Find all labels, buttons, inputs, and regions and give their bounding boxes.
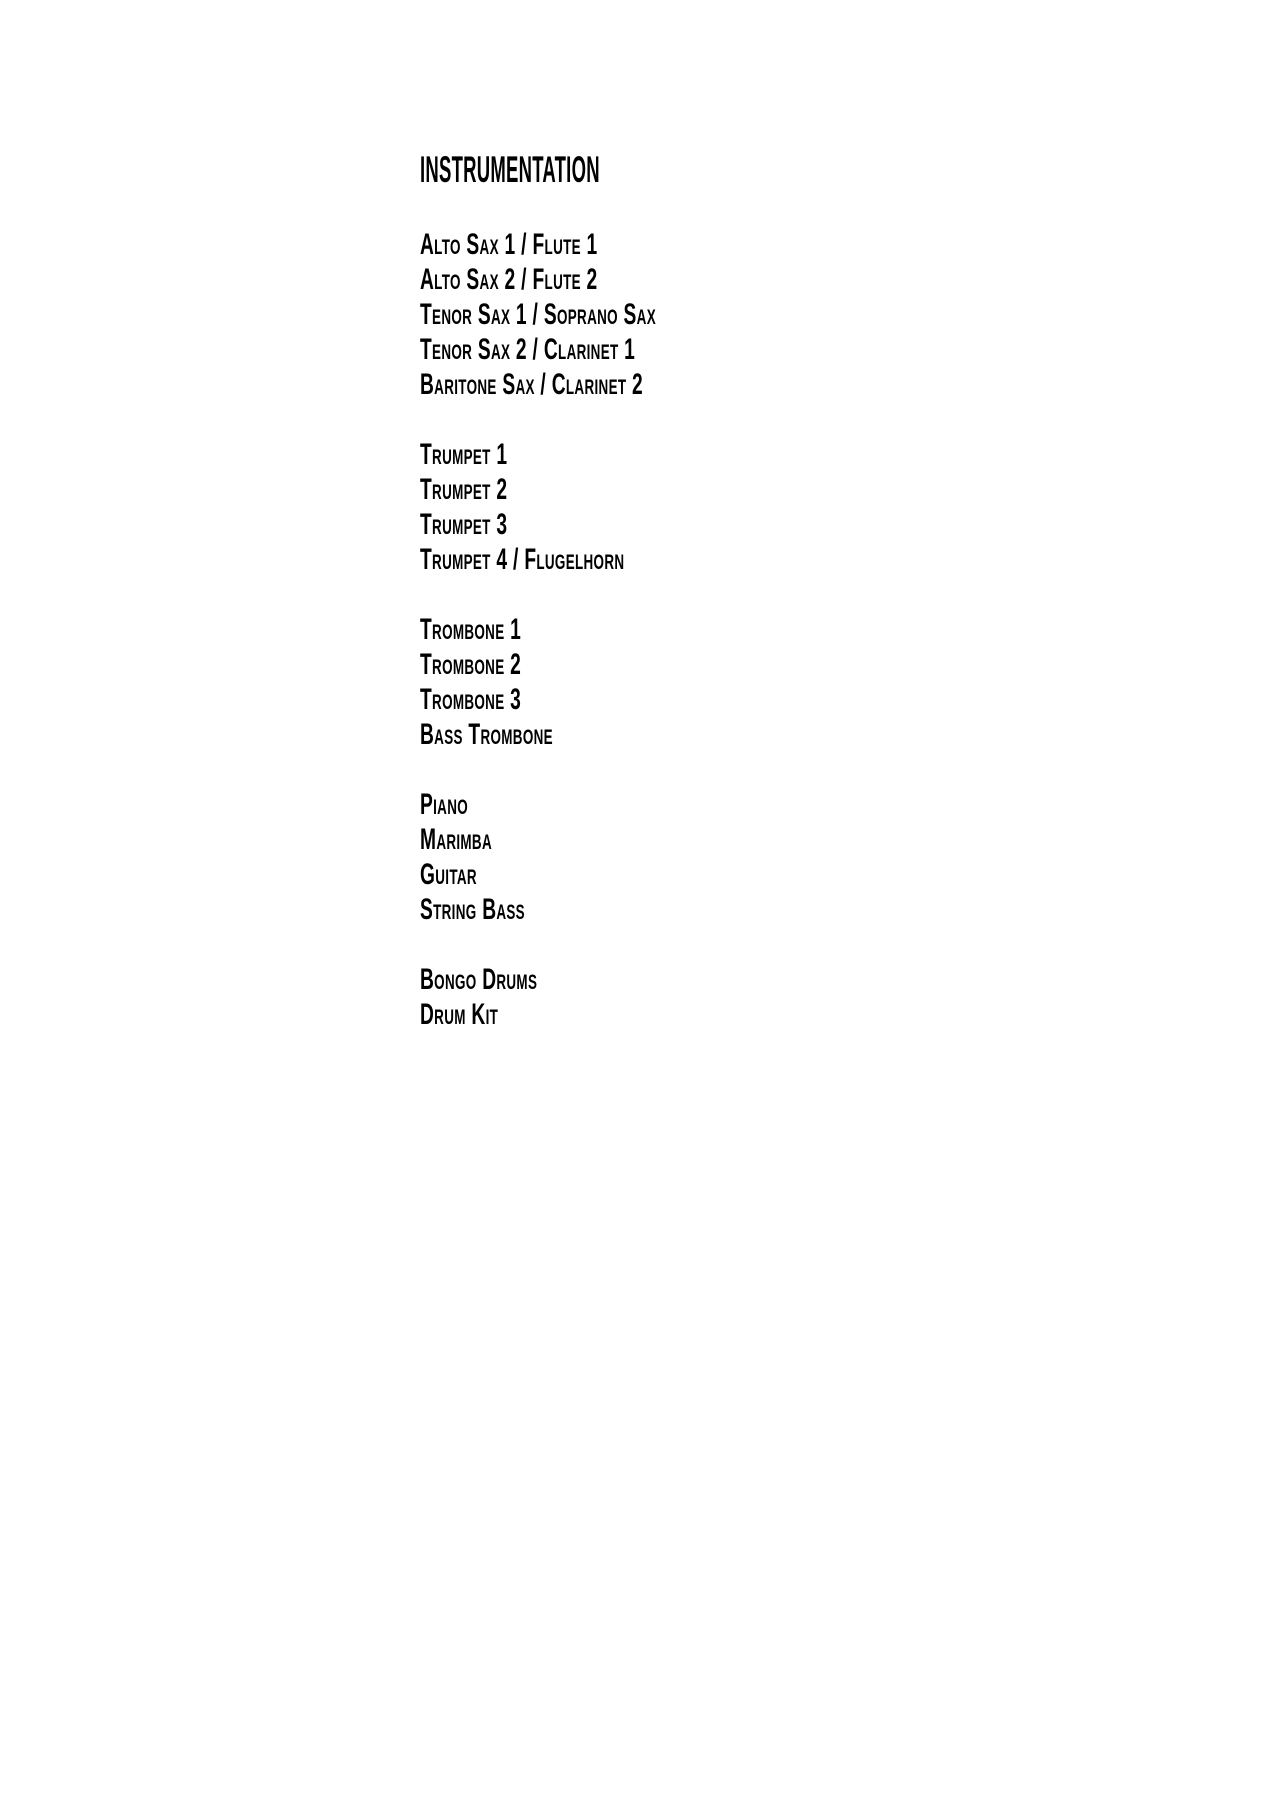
instrument-item: Guitar (420, 858, 477, 891)
instrument-item: Tenor Sax 2 / Clarinet 1 (420, 333, 636, 366)
instrument-item: Alto Sax 1 / Flute 1 (420, 228, 598, 261)
instrument-group (420, 227, 789, 402)
instrument-group (420, 787, 789, 927)
instrument-item: Trumpet 1 (420, 438, 508, 471)
instrument-item: Tenor Sax 1 / Soprano Sax (420, 298, 656, 331)
instrument-item: Bass Trombone (420, 718, 553, 751)
instrument-item: Trombone 2 (420, 648, 522, 681)
instrument-item: Piano (420, 788, 469, 821)
instrument-group (420, 437, 789, 577)
instrument-item: Marimba (420, 823, 492, 856)
instrument-item: Trumpet 3 (420, 508, 508, 541)
page-title: INSTRUMENTATION (420, 149, 600, 190)
instrument-group (420, 612, 789, 752)
instrument-item: Trumpet 2 (420, 473, 508, 506)
instrument-item: Bongo Drums (420, 963, 538, 996)
instrument-item: Baritone Sax / Clarinet 2 (420, 368, 644, 401)
instrument-list (420, 227, 789, 1032)
instrument-item: Trombone 1 (420, 613, 522, 646)
instrument-item: Drum Kit (420, 998, 499, 1031)
instrument-item: String Bass (420, 893, 525, 926)
instrument-group (420, 962, 789, 1032)
instrument-item: Trombone 3 (420, 683, 522, 716)
instrument-item: Alto Sax 2 / Flute 2 (420, 263, 598, 296)
instrument-item: Trumpet 4 / Flugelhorn (420, 543, 625, 576)
